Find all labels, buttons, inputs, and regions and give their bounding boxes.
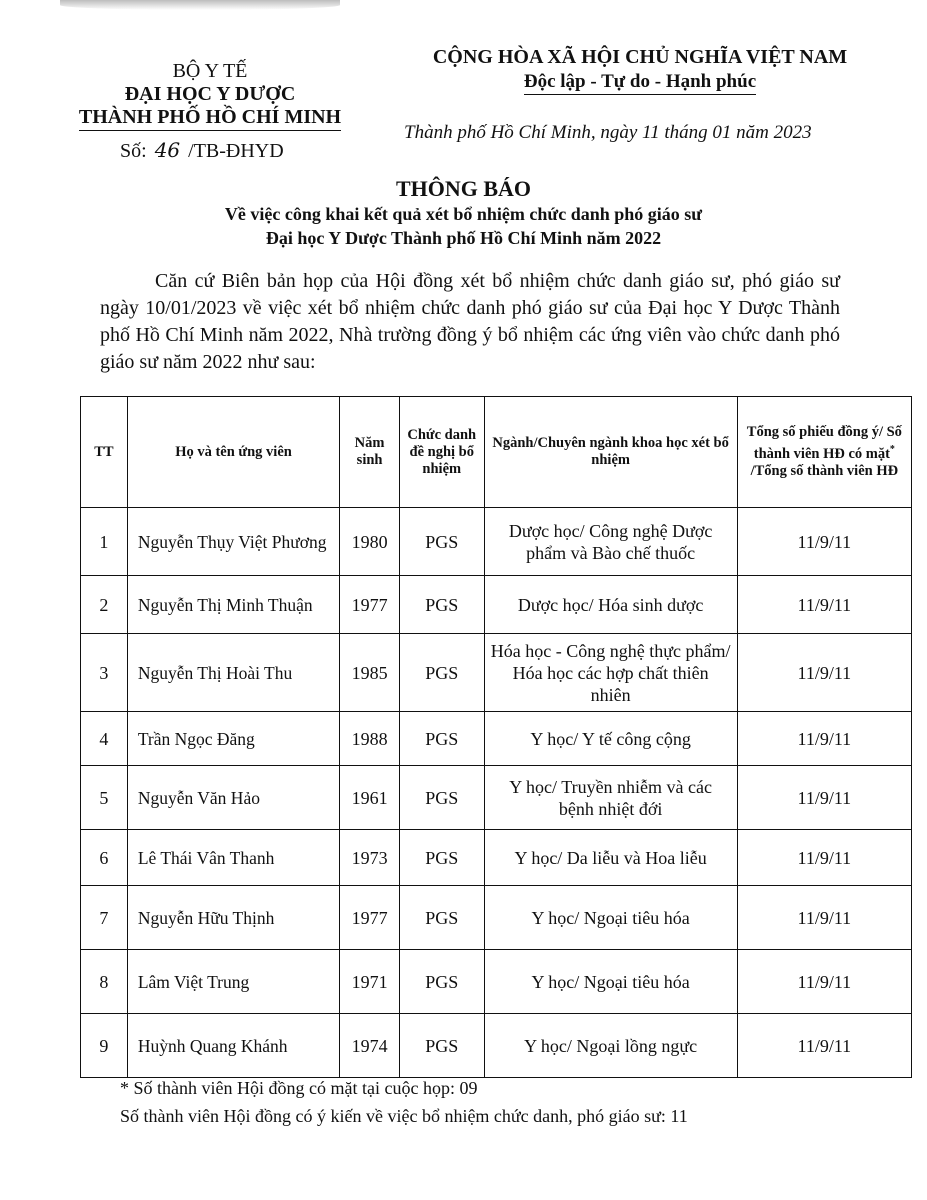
intro-paragraph: Căn cứ Biên bản họp của Hội đồng xét bổ nhiệm chức danh giáo sư, phó giáo sư ngày 10/01/2023 về việc xét bổ nhiệm chức danh phó giáo sư của Đại học Y Dược Thành phố Hồ Chí Minh năm 2022, Nhà trường đồng ý bổ nhiệm các ứng viên vào chức danh phó giáo sư năm 2022 như sau: bbox=[100, 270, 840, 373]
cell-field: Y học/ Ngoại tiêu hóa bbox=[484, 886, 737, 950]
university-name-line1: ĐẠI HỌC Y DƯỢC bbox=[124, 83, 296, 105]
cell-tt: 6 bbox=[81, 830, 128, 886]
ministry-name: BỘ Y TẾ bbox=[172, 60, 248, 82]
table-row bbox=[81, 576, 912, 634]
document-title: THÔNG BÁO bbox=[395, 176, 532, 201]
table-header-row bbox=[81, 397, 912, 508]
footnote-opinions: Số thành viên Hội đồng có ý kiến về việc bổ nhiệm chức danh, phó giáo sư: 11 bbox=[120, 1106, 688, 1126]
cell-votes: 11/9/11 bbox=[737, 766, 911, 830]
cell-year: 1977 bbox=[340, 576, 400, 634]
national-header bbox=[380, 44, 900, 95]
cell-name: Lâm Việt Trung bbox=[127, 950, 339, 1014]
document-subtitle-1: Về việc công khai kết quả xét bổ nhiệm chức danh phó giáo sư bbox=[224, 204, 703, 224]
cell-title: PGS bbox=[399, 508, 484, 576]
document-number-prefix: Số: bbox=[120, 140, 147, 162]
cell-name: Nguyễn Văn Hảo bbox=[127, 766, 339, 830]
cell-field: Y học/ Ngoại lồng ngực bbox=[484, 1014, 737, 1078]
cell-year: 1974 bbox=[340, 1014, 400, 1078]
table-row bbox=[81, 886, 912, 950]
issue-date: Thành phố Hồ Chí Minh, ngày 11 tháng 01 năm 2023 bbox=[404, 122, 812, 143]
cell-title: PGS bbox=[399, 830, 484, 886]
document-title-block bbox=[0, 176, 927, 250]
footnote-attendance: * Số thành viên Hội đồng có mặt tại cuộc họp: 09 bbox=[120, 1078, 478, 1098]
issuer-header bbox=[60, 60, 360, 131]
cell-name: Nguyễn Thụy Việt Phương bbox=[127, 508, 339, 576]
cell-field: Y học/ Y tế công cộng bbox=[484, 712, 737, 766]
cell-tt: 2 bbox=[81, 576, 128, 634]
cell-title: PGS bbox=[399, 950, 484, 1014]
header-year: Năm sinh bbox=[340, 397, 400, 508]
table-row bbox=[81, 508, 912, 576]
cell-votes: 11/9/11 bbox=[737, 634, 911, 712]
cell-year: 1985 bbox=[340, 634, 400, 712]
cell-field: Dược học/ Hóa sinh dược bbox=[484, 576, 737, 634]
cell-field: Dược học/ Công nghệ Dược phẩm và Bào chế thuốc bbox=[484, 508, 737, 576]
country-name: CỘNG HÒA XÃ HỘI CHỦ NGHĨA VIỆT NAM bbox=[432, 46, 848, 68]
cell-tt: 1 bbox=[81, 508, 128, 576]
cell-name: Nguyễn Thị Minh Thuận bbox=[127, 576, 339, 634]
cell-name: Nguyễn Hữu Thịnh bbox=[127, 886, 339, 950]
cell-name: Trần Ngọc Đăng bbox=[127, 712, 339, 766]
cell-year: 1980 bbox=[340, 508, 400, 576]
cell-title: PGS bbox=[399, 712, 484, 766]
header-votes-tail: /Tổng số thành viên HĐ bbox=[750, 462, 899, 479]
cell-votes: 11/9/11 bbox=[737, 508, 911, 576]
results-table bbox=[80, 396, 912, 1078]
header-field: Ngành/Chuyên ngành khoa học xét bổ nhiệm bbox=[484, 397, 737, 508]
cell-tt: 3 bbox=[81, 634, 128, 712]
cell-field: Hóa học - Công nghệ thực phẩm/ Hóa học các hợp chất thiên nhiên bbox=[484, 634, 737, 712]
document-subtitle-2: Đại học Y Dược Thành phố Hồ Chí Minh năm 2022 bbox=[265, 228, 662, 248]
cell-field: Y học/ Truyền nhiễm và các bệnh nhiệt đới bbox=[484, 766, 737, 830]
cell-field: Y học/ Ngoại tiêu hóa bbox=[484, 950, 737, 1014]
cell-votes: 11/9/11 bbox=[737, 1014, 911, 1078]
header-votes bbox=[737, 397, 911, 508]
document-number-handwritten: 46 bbox=[154, 138, 181, 162]
cell-votes: 11/9/11 bbox=[737, 576, 911, 634]
scan-edge-mark bbox=[60, 0, 340, 10]
cell-tt: 5 bbox=[81, 766, 128, 830]
footnotes bbox=[120, 1074, 688, 1130]
header-name: Họ và tên ứng viên bbox=[127, 397, 339, 508]
document-number-suffix: /TB-ĐHYD bbox=[188, 140, 284, 162]
table-row bbox=[81, 634, 912, 712]
cell-tt: 4 bbox=[81, 712, 128, 766]
cell-year: 1977 bbox=[340, 886, 400, 950]
table-row bbox=[81, 1014, 912, 1078]
national-motto: Độc lập - Tự do - Hạnh phúc bbox=[524, 70, 756, 95]
document-number bbox=[120, 138, 284, 163]
table-row bbox=[81, 830, 912, 886]
cell-votes: 11/9/11 bbox=[737, 830, 911, 886]
cell-title: PGS bbox=[399, 886, 484, 950]
cell-year: 1961 bbox=[340, 766, 400, 830]
cell-tt: 7 bbox=[81, 886, 128, 950]
cell-title: PGS bbox=[399, 766, 484, 830]
cell-tt: 9 bbox=[81, 1014, 128, 1078]
cell-votes: 11/9/11 bbox=[737, 712, 911, 766]
table-row bbox=[81, 950, 912, 1014]
cell-tt: 8 bbox=[81, 950, 128, 1014]
table-row bbox=[81, 712, 912, 766]
cell-title: PGS bbox=[399, 576, 484, 634]
university-name-line2: THÀNH PHỐ HỒ CHÍ MINH bbox=[60, 106, 360, 131]
header-tt: TT bbox=[81, 397, 128, 508]
table-row bbox=[81, 766, 912, 830]
cell-votes: 11/9/11 bbox=[737, 950, 911, 1014]
cell-name: Nguyễn Thị Hoài Thu bbox=[127, 634, 339, 712]
header-votes-asterisk: * bbox=[889, 444, 895, 456]
cell-year: 1973 bbox=[340, 830, 400, 886]
cell-title: PGS bbox=[399, 1014, 484, 1078]
cell-year: 1988 bbox=[340, 712, 400, 766]
header-votes-text: Tổng số phiếu đồng ý/ Số thành viên HĐ có mặt bbox=[746, 424, 902, 462]
cell-title: PGS bbox=[399, 634, 484, 712]
cell-field: Y học/ Da liễu và Hoa liễu bbox=[484, 830, 737, 886]
cell-year: 1971 bbox=[340, 950, 400, 1014]
cell-name: Huỳnh Quang Khánh bbox=[127, 1014, 339, 1078]
cell-name: Lê Thái Vân Thanh bbox=[127, 830, 339, 886]
cell-votes: 11/9/11 bbox=[737, 886, 911, 950]
header-title: Chức danh đề nghị bổ nhiệm bbox=[399, 397, 484, 508]
